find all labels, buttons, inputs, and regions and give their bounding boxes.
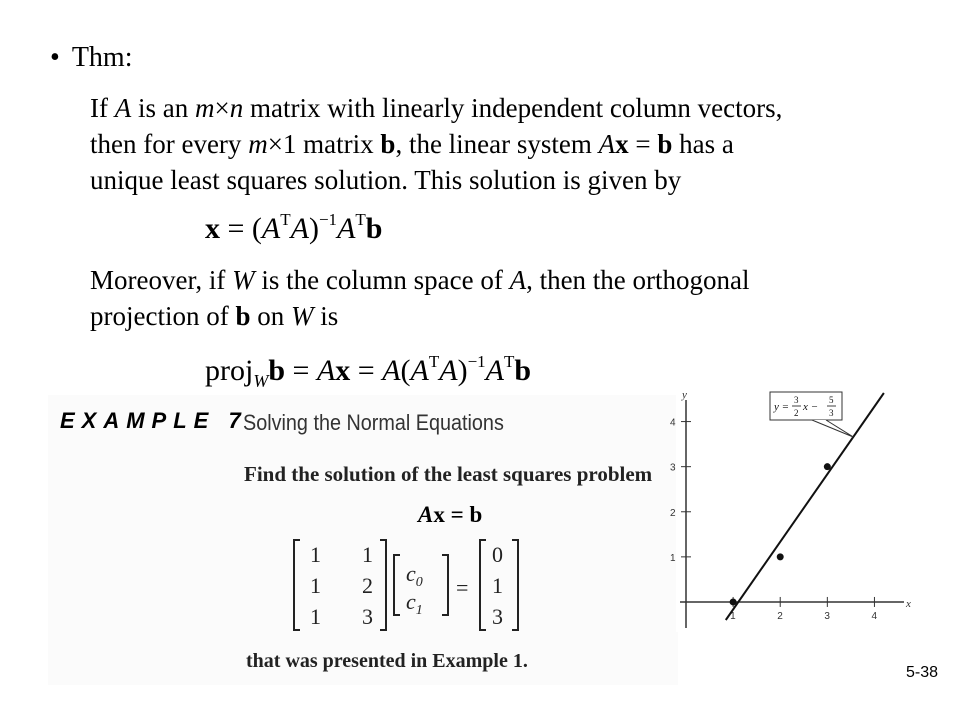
least-squares-graph bbox=[670, 382, 912, 632]
example-outro: that was presented in Example 1. bbox=[246, 650, 528, 672]
matrix-a-right-bracket bbox=[380, 540, 386, 630]
matrix-a-cell: 1 bbox=[310, 604, 321, 629]
projection-line-1: Moreover, if W is the column space of A, then the orthogonal bbox=[90, 265, 750, 295]
vector-c-entry: $c_1$ bbox=[406, 589, 423, 618]
x-tick-label: 2 bbox=[777, 610, 783, 622]
annotation-prefix: y = bbox=[774, 401, 790, 413]
vector-b-right-bracket bbox=[512, 540, 518, 630]
vector-c-entry: $c_0$ bbox=[406, 561, 423, 590]
matrix-a bbox=[294, 540, 386, 630]
matrix-a-left-bracket bbox=[294, 540, 300, 630]
data-point bbox=[730, 598, 737, 605]
statement-line-1: If A is an m×n matrix with linearly independent column vectors, bbox=[90, 93, 783, 123]
data-point bbox=[824, 463, 831, 470]
y-tick-label: 3 bbox=[670, 462, 676, 474]
vector-c bbox=[394, 555, 448, 618]
y-tick-label: 4 bbox=[670, 417, 676, 429]
projection-statement bbox=[90, 262, 750, 334]
vector-b-entry: 1 bbox=[492, 573, 503, 598]
bullet-marker: • bbox=[50, 42, 60, 73]
vector-b bbox=[480, 540, 518, 630]
y-axis-label: y bbox=[682, 389, 687, 401]
example-title: Solving the Normal Equations bbox=[243, 410, 504, 435]
annotation-fraction-num: 3 bbox=[794, 395, 799, 405]
vector-b-left-bracket bbox=[480, 540, 486, 630]
matrix-a-cell: 1 bbox=[310, 542, 321, 567]
annotation-fraction-num: 5 bbox=[829, 395, 834, 405]
x-tick-label: 1 bbox=[730, 610, 736, 622]
y-tick-label: 1 bbox=[670, 552, 676, 564]
theorem-heading bbox=[50, 42, 132, 74]
annotation-fraction-den: 3 bbox=[829, 408, 834, 418]
annotation-fraction-den: 2 bbox=[794, 408, 799, 418]
annotation-mid: x − bbox=[803, 401, 819, 413]
matrix-a-cell: 2 bbox=[362, 573, 373, 598]
example-label: EXAMPLE 7 bbox=[60, 408, 248, 433]
x-tick-label: 4 bbox=[871, 610, 878, 622]
vector-c-left-bracket bbox=[394, 555, 400, 615]
projection-line-2: projection of b on W is bbox=[90, 301, 339, 331]
x-axis-label: x bbox=[906, 597, 911, 610]
projection-formula: proj$_W$b = $Ax = A(A^TA)^{-1}A^Tb$ bbox=[205, 352, 532, 391]
slide-number: 5-38 bbox=[905, 664, 938, 681]
y-tick-label: 2 bbox=[670, 507, 676, 519]
vector-c-right-bracket bbox=[442, 555, 448, 615]
vector-b-entry: 3 bbox=[492, 604, 503, 629]
statement-line-2: then for every m×1 matrix b, the linear system Ax = b has a bbox=[90, 129, 734, 159]
matrix-a-cell: 1 bbox=[362, 542, 373, 567]
example-equation: Ax = b bbox=[418, 502, 483, 527]
x-tick-label: 3 bbox=[824, 610, 830, 622]
vector-b-entry: 0 bbox=[492, 542, 503, 567]
annotation-pointer bbox=[812, 420, 853, 437]
equals-sign: = bbox=[456, 575, 469, 600]
theorem-label: Thm: bbox=[71, 42, 133, 73]
matrix-a-cell: 3 bbox=[362, 604, 373, 629]
theorem-statement bbox=[90, 90, 782, 198]
fit-line bbox=[726, 393, 884, 620]
statement-line-3: unique least squares solution. This solution is given by bbox=[90, 165, 682, 195]
least-squares-formula: $x = (A^TA)^{-1}A^Tb$ bbox=[205, 210, 383, 245]
matrix-a-cell: 1 bbox=[310, 573, 321, 598]
example-intro: Find the solution of the least squares problem bbox=[244, 462, 653, 486]
matrix-equation bbox=[290, 535, 530, 635]
data-point bbox=[777, 553, 784, 560]
